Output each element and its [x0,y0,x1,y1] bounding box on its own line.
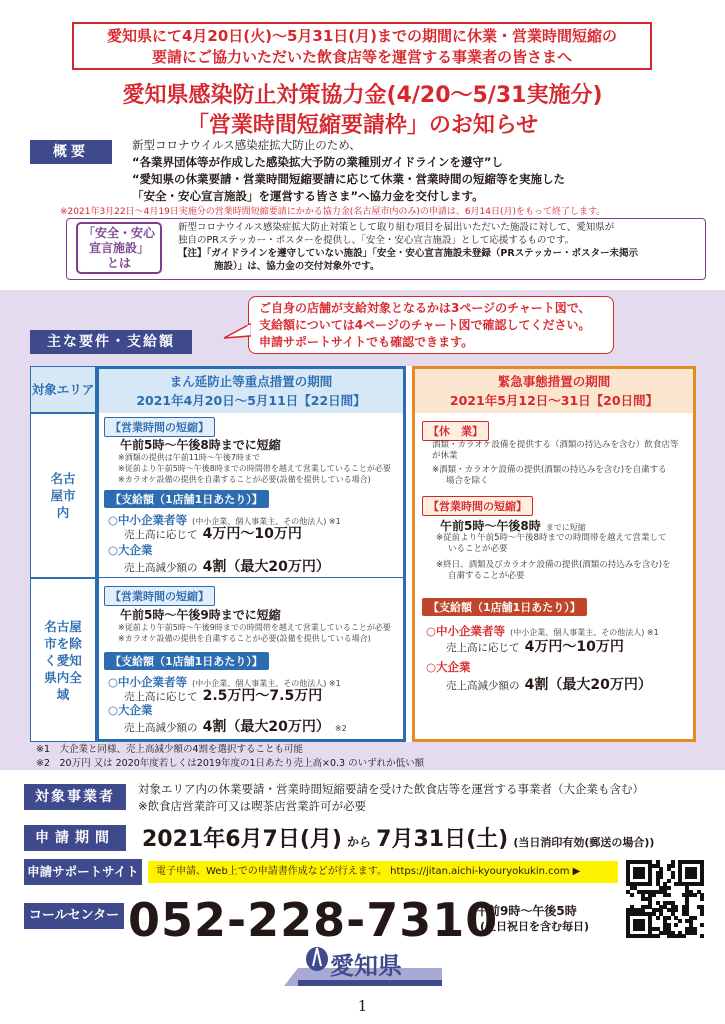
anzen-line: 【注】「ガイドラインを遵守していない施設」「安全・安心宣言施設未登録（PRステッカー・ポスター未掲示 [178,248,639,259]
manen-nagoya-sme-amount [124,523,302,543]
manen-other-large-amount [124,716,347,736]
kinkyu-closure-note: 場合を除く [446,476,489,486]
sme-label: ○中小企業者等 [108,675,188,689]
qr-module [641,875,645,879]
amount-label: 売上高に応じて [446,642,520,654]
target-tag: 対象事業者 [24,784,126,810]
kinkyu-dates: 2021年5月12日～31日【20日間】 [449,393,659,408]
qr-module [700,912,704,916]
amount-label: 売上高減少額の [124,562,198,574]
qr-module [693,931,697,935]
banner-line1: 愛知県にて4月20日(火)～5月31日(月)までの期間に休業・営業時間短縮の [106,27,618,45]
banner-line2: 要請にご協力いただいた飲食店等を運営する事業者の皆さまへ [151,48,572,66]
overview-line: 新型コロナウイルス感染症拡大防止のため、 [132,138,361,152]
footnote-2: ※2 20万円 又は 2020年度若しくは2019年度の1日あたり売上高×0.3 のいずれか低い額 [36,758,425,769]
qr-module [641,927,645,931]
anzen-line: 独自のPRステッカー・ポスターを提供し、「安全・安心宣言施設」として応援するものです。 [178,235,575,246]
manen-nagoya-note: ※従前より午前5時～午後8時までの時間帯を越えて営業していることが必要 [118,464,391,473]
sme-sub: (中小企業、個人事業主、その他法人) ※1 [510,628,659,637]
kinkyu-sme-amount [446,636,624,656]
manen-nagoya-large-amount [124,556,330,576]
qr-module [659,875,663,879]
manen-header [99,369,403,413]
chart-hint-bubble [248,296,614,354]
qr-module [700,882,704,886]
qr-module [648,882,652,886]
kinkyu-closure-text: が休業 [432,451,458,461]
qr-module [656,916,660,920]
sme-label: ○中小企業者等 [108,513,188,527]
area-other: 名古屋市を除く愛知県内全域 [30,578,96,742]
qr-module [678,919,682,923]
page-number: 1 [357,997,368,1015]
qr-code[interactable] [626,860,704,938]
qr-module [667,916,671,920]
kinkyu-hours-note: ※従前より午前5時～午後8時までの時間帯を越えて営業して [436,533,667,543]
amount-label: 売上高減少額の [446,680,520,692]
overview-note: ※2021年3月22日～4月19日実施分の営業時間短縮要請にかかる協力金(名古屋市内のみ)の申請は、6月14日(月)をもって終了します。 [60,207,606,217]
manen-other-hours: 午前5時～午後9時までに短縮 [120,608,281,622]
manen-divider [99,577,403,578]
amount-label: 売上高減少額の [124,722,198,734]
anzen-label-line: 「安全・安心 [82,226,155,240]
qr-module [674,908,678,912]
manen-title: まん延防止等重点措置の期間 [169,374,333,389]
call-center-number[interactable]: 052-228-7310 [128,893,499,947]
qr-module [700,934,704,938]
manen-other-large: ○大企業 [108,703,153,717]
bubble-tail [222,322,252,342]
period-end: 7月31日(土) [376,827,509,852]
qr-module [667,893,671,897]
overview-line: 「安全・安心宣言施設」を運営する皆さま”へ協力金を交付します。 [132,189,484,203]
kinkyu-hours [440,515,586,534]
qr-module [671,864,675,868]
amount-value: 2.5万円～7.5万円 [202,688,323,704]
amount-note: ※2 [334,724,347,733]
bubble-line: 申請サポートサイトでも確認できます。 [259,335,474,349]
kinkyu-hours-note: ※終日、酒類及びカラオケ設備の提供(酒類の持込みを含む)を [436,560,671,570]
amount-value: 4割（最大20万円） [524,677,652,693]
period-from: から [347,835,372,849]
manen-nagoya-note: ※酒類の提供は午前11時～午後7時まで [118,453,260,462]
amount-label: 売上高に応じて [124,691,198,703]
kinkyu-hours-pill: 【営業時間の短縮】 [422,496,533,516]
support-site-link[interactable]: 電子申請、Web上での申請書作成などが行えます。 https://jitan.aichi-kyouryokukin.com ▶ [148,861,618,883]
kinkyu-hours-value: 午前5時～午後8時 [440,519,541,533]
manen-nagoya-note: ※カラオケ設備の提供を自粛することが必要(設備を提供している場合) [118,475,371,484]
manen-nagoya-pay-pill: 【支給額（1店舗1日あたり）】 [104,490,269,508]
manen-other-note: ※カラオケ設備の提供を自粛することが必要(設備を提供している場合) [118,634,371,643]
manen-nagoya-large: ○大企業 [108,543,153,557]
bubble-line: 支給額については4ページのチャート図で確認してください。 [259,318,591,332]
amount-value: 4割（最大20万円） [202,559,330,575]
qr-module [700,897,704,901]
anzen-line: 新型コロナウイルス感染症拡大防止対策として取り組む項目を届出いただいた施設に対して、愛知県が [178,222,615,233]
overview-line: “各業界団体等が作成した感染拡大予防の業種別ガイドラインを遵守”し [132,155,503,169]
manen-nagoya-hours: 午前5時～午後8時までに短縮 [120,438,281,452]
qr-module [693,875,697,879]
sme-sub: (中小企業、個人事業主、その他法人) ※1 [192,679,341,688]
area-header: 対象エリア [30,366,96,413]
manen-nagoya-hours-pill: 【営業時間の短縮】 [104,417,215,437]
call-center-tag: コールセンター [24,903,124,929]
amount-value: 4割（最大20万円） [202,719,330,735]
amount-value: 4万円～10万円 [524,639,624,655]
manen-other-pay-pill: 【支給額（1店舗1日あたり）】 [104,652,269,670]
qr-module [693,916,697,920]
logo-text: 愛知県 [330,952,402,980]
kinkyu-closure-pill: 【休 業】 [422,421,489,441]
kinkyu-closure-note: ※酒類・カラオケ設備の提供(酒類の持込みを含む)を自粛する [432,465,667,475]
kinkyu-large: ○大企業 [426,660,471,674]
kinkyu-hours-note: 自粛することが必要 [448,571,525,581]
call-hours-note: (土日祝日を含む毎日) [480,920,590,933]
qr-module [674,923,678,927]
anzen-label-line: とは [106,256,131,270]
anzen-text [178,221,698,273]
qr-module [630,893,634,897]
manen-dates: 2021年4月20日～5月11日【22日間】 [136,393,366,408]
qr-module [656,934,660,938]
kinkyu-header [415,369,693,413]
kinkyu-hours-note: いることが必要 [448,544,508,554]
main-requirements-tag: 主な要件・支給額 [30,330,192,354]
call-hours: 午前9時～午後5時 [476,904,577,918]
amount-value: 4万円～10万円 [202,526,302,542]
manen-other-note: ※従前より午前5時～午後9時までの時間帯を越えて営業していることが必要 [118,623,391,632]
amount-label: 売上高に応じて [124,529,198,541]
period-start: 2021年6月7日(月) [142,827,342,852]
kinkyu-large-amount [446,674,652,694]
target-note: ※飲食店営業許可又は喫茶店営業許可が必要 [138,799,367,813]
kinkyu-closure-text: 酒類・カラオケ設備を提供する（酒類の持込みを含む）飲食店等 [432,440,679,450]
qr-module [652,893,656,897]
area-nagoya: 名古屋市内 [30,413,96,578]
qr-module [700,923,704,927]
overview-line: “愛知県の休業要請・営業時間短縮要請に応じて休業・営業時間の短縮等を実施した [132,172,566,186]
anzen-line: 施設）」は、協力金の交付対象外です。 [214,261,380,272]
period-note: (当日消印有効(郵送の場合)) [513,836,655,849]
bubble-line: ご自身の店舗が支給対象となるかは3ページのチャート図で、 [259,301,591,315]
page-subtitle: 「営業時間短縮要請枠」のお知らせ [186,113,539,138]
qr-module [671,875,675,879]
footnote-1: ※1 大企業と同様、売上高減少額の4割を選択することも可能 [36,744,304,755]
sme-sub: (中小企業、個人事業主、その他法人) ※1 [192,517,341,526]
qr-module [667,879,671,883]
aichi-emblem-icon [304,942,330,972]
manen-other-hours-pill: 【営業時間の短縮】 [104,586,215,606]
period-tag: 申請期間 [24,825,126,851]
top-banner [72,22,652,70]
manen-other-sme-amount [124,685,322,705]
qr-module [667,886,671,890]
target-text: 対象エリア内の休業要請・営業時間短縮要請を受けた飲食店等を運営する事業者（大企業も含む） [138,782,644,796]
page-title: 愛知県感染防止対策協力金(4/20～5/31実施分) [122,83,603,108]
kinkyu-title: 緊急事態措置の期間 [497,374,611,389]
qr-module [682,934,686,938]
qr-module [693,893,697,897]
support-tag: 申請サポートサイト [24,859,142,885]
overview-text [132,137,692,205]
kinkyu-hours-tail: までに短縮 [545,523,586,532]
period-dates [142,822,654,853]
sme-label: ○中小企業者等 [426,624,506,638]
anzen-label-line: 宣言施設」 [88,241,149,255]
overview-tag: 概要 [30,140,112,164]
kinkyu-pay-pill: 【支給額（1店舗1日あたり）】 [422,598,587,616]
anzen-label [76,222,162,274]
